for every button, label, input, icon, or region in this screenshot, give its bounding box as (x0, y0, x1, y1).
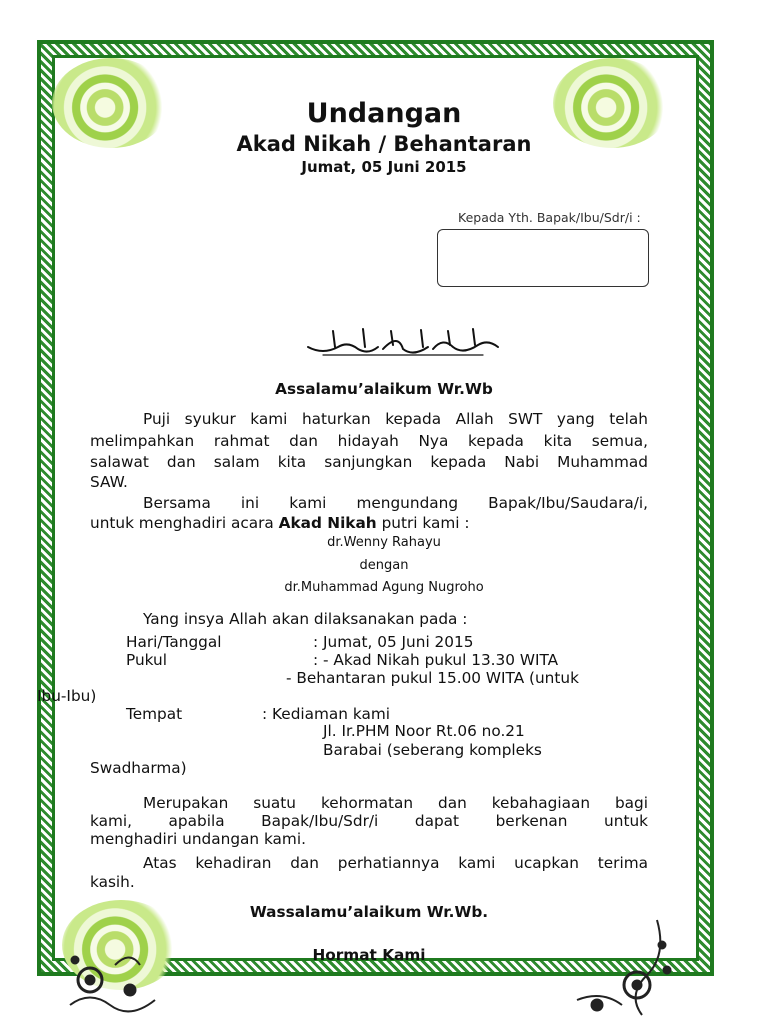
address-line-1: Jl. Ir.PHM Noor Rt.06 no.21 (323, 722, 525, 740)
paragraph-4-line-2: kasih. (90, 873, 135, 891)
address-line-2: Barabai (seberang kompleks (323, 741, 542, 759)
time-label: Pukul (126, 651, 167, 669)
place-value: : Kediaman kami (262, 705, 390, 723)
paragraph-4-line-1: Atas kehadiran dan perhatiannya kami ucapkan terima (143, 854, 648, 872)
paragraph-1-line-1: Puji syukur kami haturkan kepada Allah SWT yang telah (143, 410, 648, 428)
paragraph-2-line-2 (90, 514, 470, 534)
date-value: : Jumat, 05 Juni 2015 (313, 633, 474, 651)
time-value-akad: : - Akad Nikah pukul 13.30 WITA (313, 651, 559, 669)
paragraph-1-line-3: salawat dan salam kita sanjungkan kepada Nabi Muhammad (90, 453, 648, 471)
address-line-3: Swadharma) (90, 759, 187, 777)
paragraph-2-prefix: untuk menghadiri acara (90, 514, 274, 532)
sign-off: Hormat Kami (312, 946, 426, 964)
paragraph-1-line-4: SAW. (90, 473, 128, 491)
paragraph-3-line-3: menghadiri undangan kami. (90, 830, 306, 848)
time-value-behantaran: - Behantaran pukul 15.00 WITA (untuk (286, 669, 579, 687)
closing-greeting: Wassalamu’alaikum Wr.Wb. (249, 903, 489, 921)
invitation-title: Undangan (306, 98, 462, 129)
bismillah-calligraphy (303, 325, 503, 359)
paragraph-2-suffix: putri kami : (381, 514, 470, 532)
date-label: Hari/Tanggal (126, 633, 222, 651)
place-label: Tempat (126, 705, 183, 723)
recipient-address-box (437, 229, 649, 287)
paragraph-3-line-2: kami, apabila Bapak/Ibu/Sdr/i dapat berkenan untuk (90, 812, 648, 830)
with-label: dengan (359, 558, 409, 573)
recipient-label: Kepada Yth. Bapak/Ibu/Sdr/i : (458, 210, 641, 225)
event-name-highlight: Akad Nikah (278, 514, 377, 532)
time-value-continuation: Ibu-Ibu) (37, 687, 97, 705)
paragraph-2-line-1: Bersama ini kami mengundang Bapak/Ibu/Saudara/i, (143, 494, 648, 512)
floral-ornament-bottom-right (572, 915, 682, 1020)
groom-name: dr.Muhammad Agung Nugroho (284, 580, 484, 595)
paragraph-3-line-1: Merupakan suatu kehormatan dan kebahagiaan bagi (143, 794, 648, 812)
paragraph-1-line-2: melimpahkan rahmat dan hidayah Nya kepada kita semua, (90, 432, 648, 450)
invitation-date: Jumat, 05 Juni 2015 (301, 158, 467, 176)
opening-greeting: Assalamu’alaikum Wr.Wb (275, 380, 493, 398)
bride-name: dr.Wenny Rahayu (327, 535, 441, 550)
invitation-subtitle: Akad Nikah / Behantaran (236, 132, 532, 156)
schedule-intro: Yang insya Allah akan dilaksanakan pada : (143, 610, 468, 628)
